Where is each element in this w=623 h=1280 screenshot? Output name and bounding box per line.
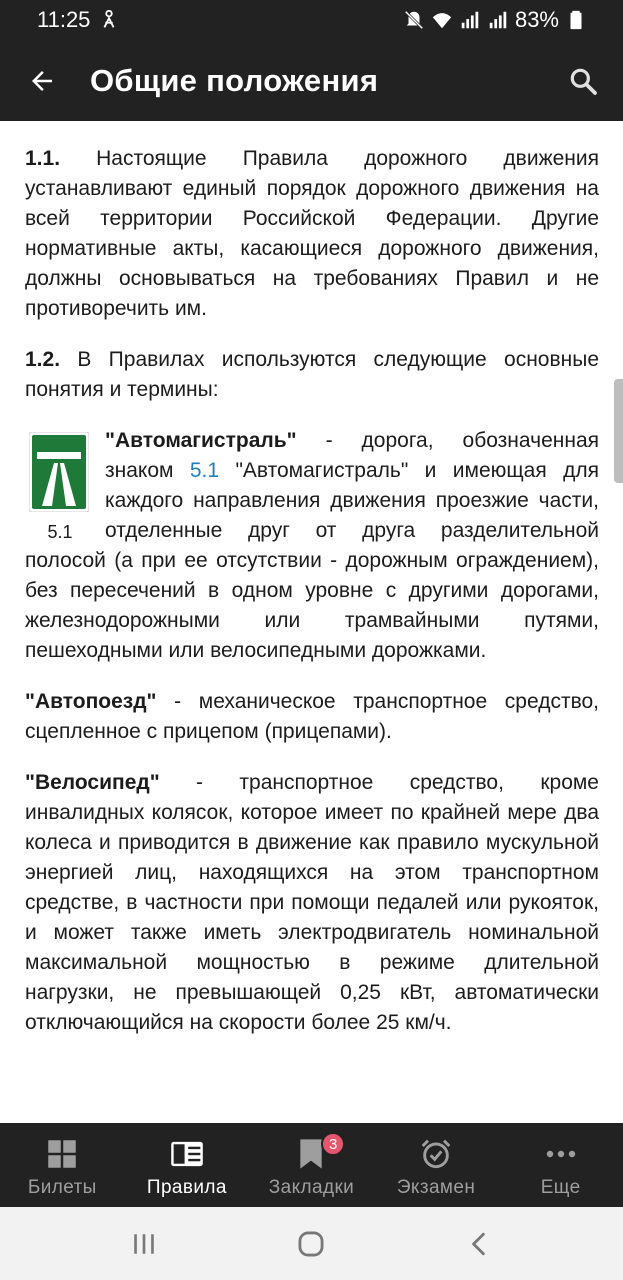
- status-time: 11:25: [37, 7, 91, 32]
- back-button[interactable]: [12, 51, 72, 111]
- chevron-left-icon: [466, 1231, 492, 1257]
- search-button[interactable]: [553, 51, 613, 111]
- status-left: [37, 7, 120, 33]
- nav-more[interactable]: [498, 1123, 623, 1207]
- paragraph-number: 1.1.: [25, 147, 61, 170]
- status-bar: [0, 0, 623, 40]
- system-navigation: [0, 1207, 623, 1280]
- search-icon: [567, 65, 599, 97]
- term-text: - транспортное средство, кроме инвалидных колясок, которое имеет по крайней мере два колеса и приводится в движение как правило мускульной энергией лиц, находящихся на этом транспортном средстве, в частности при помощи педалей или рукояток, и может также иметь электродвигатель номинальной максимальной мощностью в режиме длительной нагрузки, не превышающей 0,25 кВт, автоматически отключающийся на скорости более 25 км/ч.: [25, 771, 599, 1034]
- term-title: "Автомагистраль": [105, 429, 297, 452]
- nav-label: Экзамен: [396, 1177, 476, 1198]
- battery-percent: 83%: [514, 7, 559, 32]
- term-title: "Велосипед": [25, 771, 160, 794]
- nav-rules[interactable]: [125, 1123, 250, 1207]
- paragraph-1-2: [25, 345, 599, 405]
- battery-icon: [565, 9, 587, 31]
- rules-content[interactable]: [0, 121, 623, 1123]
- more-dots-icon: [544, 1137, 578, 1171]
- nav-label: Закладки: [268, 1177, 355, 1198]
- term-text: - механическое транспортное средство, сцепленное с прицепом (прицепами).: [25, 690, 599, 743]
- recent-apps-button[interactable]: [114, 1214, 174, 1274]
- page-title: Общие положения: [90, 62, 379, 98]
- term-title: "Автопоезд": [25, 690, 157, 713]
- nav-tickets[interactable]: [0, 1123, 125, 1207]
- term-bicycle: [25, 768, 599, 1038]
- nav-label: Билеты: [27, 1177, 97, 1198]
- bottom-navigation: [0, 1123, 623, 1207]
- signal-icon-2: [487, 9, 509, 31]
- paragraph-text: В Правилах используются следующие основные понятия и термины:: [25, 348, 599, 401]
- wifi-icon: [431, 9, 453, 31]
- mute-icon: [403, 9, 425, 31]
- recent-apps-icon: [131, 1231, 157, 1257]
- home-icon: [297, 1230, 325, 1258]
- book-icon: [170, 1137, 204, 1171]
- alarm-clock-icon: [419, 1137, 453, 1171]
- sign-caption: 5.1: [47, 522, 73, 542]
- paragraph-1-1: [25, 144, 599, 324]
- status-right: [403, 7, 587, 33]
- system-back-button[interactable]: [449, 1214, 509, 1274]
- term-text: - дорога, обозначенная знаком: [105, 429, 599, 482]
- term-text: "Автомагистраль" и имеющая для каждого направления движения проезжие части, отделенные друг от друга разделительной полосой (а при ее отсутствии - дорожным ограждением), без пересечений в одном уровне с другими дорогами, железнодорожными или трамвайными путями, пешеходными или велосипедными дорожками.: [25, 459, 599, 662]
- app-bar: [0, 40, 623, 121]
- nav-exam[interactable]: [374, 1123, 499, 1207]
- signal-icon-1: [459, 9, 481, 31]
- paragraph-text: Настоящие Правила дорожного движения устанавливают единый порядок дорожного движения на всей территории Российской Федерации. Другие нормативные акты, касающиеся дорожного движения, должны основываться на требованиях Правил и не противоречить им.: [25, 147, 599, 320]
- home-button[interactable]: [281, 1214, 341, 1274]
- nav-bookmarks[interactable]: [249, 1123, 374, 1207]
- term-autobahn: [25, 426, 599, 666]
- nav-label: Еще: [540, 1177, 581, 1198]
- arrow-back-icon: [27, 66, 57, 96]
- sign-link[interactable]: 5.1: [189, 459, 220, 482]
- motorway-sign-icon: [29, 432, 89, 512]
- term-road-train: [25, 687, 599, 747]
- grid-icon: [45, 1137, 79, 1171]
- road-sign-figure: [29, 432, 91, 542]
- nav-label: Правила: [146, 1177, 227, 1198]
- bookmarks-count-badge: 3: [321, 1132, 345, 1156]
- scrollbar-thumb[interactable]: [614, 379, 623, 483]
- paragraph-number: 1.2.: [25, 348, 61, 371]
- accessibility-notification-icon: [98, 9, 120, 31]
